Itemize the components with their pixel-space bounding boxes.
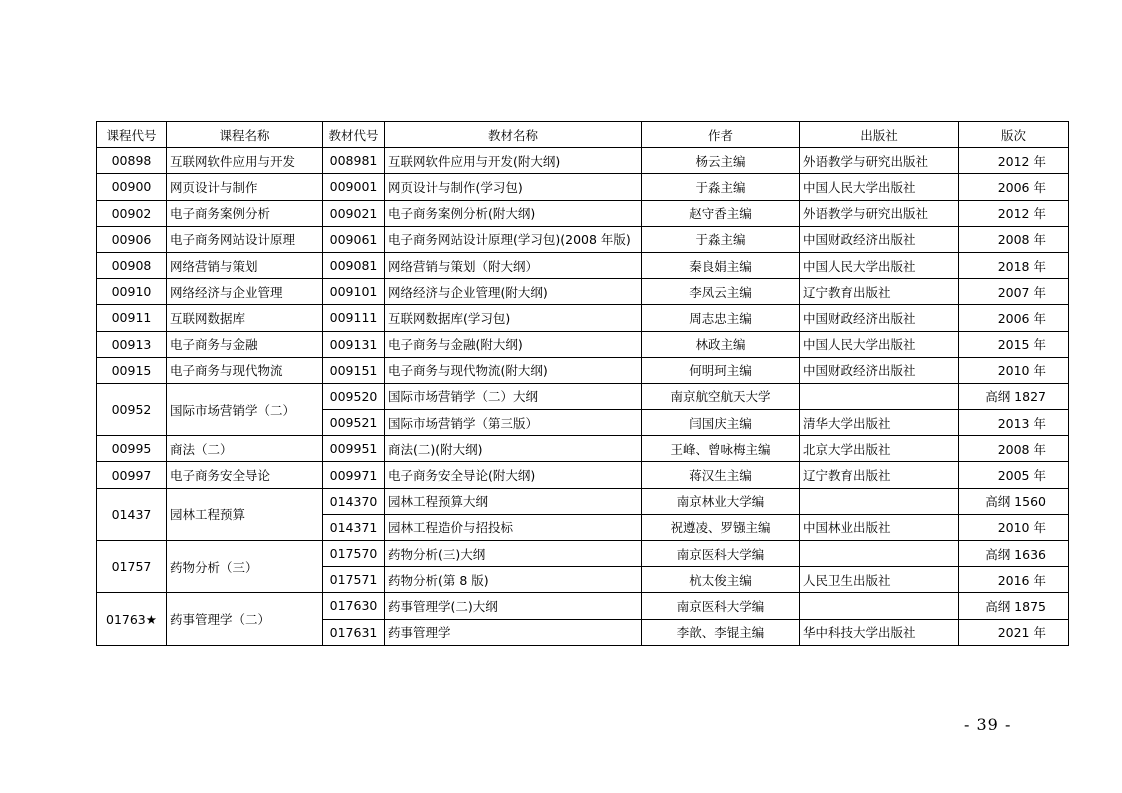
table-row (97, 436, 1069, 462)
book-title-cell: 网络经济与企业管理(附大纲) (385, 279, 642, 305)
course-code-cell: 00913 (97, 331, 167, 357)
course-code-cell: 01763★ (97, 593, 167, 645)
table-row (97, 593, 1069, 619)
book-code-cell: 017630 (323, 593, 385, 619)
course-name-cell: 商法（二） (167, 436, 323, 462)
author-cell: 李歆、李锟主编 (642, 619, 800, 645)
course-code-cell: 00997 (97, 462, 167, 488)
book-title-cell: 电子商务安全导论(附大纲) (385, 462, 642, 488)
book-code-cell: 009101 (323, 279, 385, 305)
book-title-cell: 药物分析(第 8 版) (385, 567, 642, 593)
author-cell: 南京医科大学编 (642, 593, 800, 619)
course-name-cell: 电子商务案例分析 (167, 200, 323, 226)
course-name-cell: 国际市场营销学（二） (167, 383, 323, 435)
course-name-cell: 互联网软件应用与开发 (167, 148, 323, 174)
edition-cell: 2015 年 (959, 331, 1069, 357)
table-row (97, 148, 1069, 174)
book-title-cell: 药事管理学(二)大纲 (385, 593, 642, 619)
course-name-cell: 网页设计与制作 (167, 174, 323, 200)
edition-cell: 2012 年 (959, 148, 1069, 174)
table-row (97, 200, 1069, 226)
book-title-cell: 网络营销与策划（附大纲） (385, 252, 642, 278)
author-cell: 周志忠主编 (642, 305, 800, 331)
book-code-cell: 009111 (323, 305, 385, 331)
course-code-cell: 00911 (97, 305, 167, 331)
publisher-cell: 人民卫生出版社 (800, 567, 959, 593)
book-code-cell: 017631 (323, 619, 385, 645)
book-code-cell: 017570 (323, 541, 385, 567)
course-name-cell: 电子商务网站设计原理 (167, 226, 323, 252)
course-name-cell: 电子商务与现代物流 (167, 357, 323, 383)
edition-cell: 高纲 1636 (959, 541, 1069, 567)
book-code-cell: 017571 (323, 567, 385, 593)
book-title-cell: 药物分析(三)大纲 (385, 541, 642, 567)
edition-cell: 2005 年 (959, 462, 1069, 488)
book-title-cell: 互联网软件应用与开发(附大纲) (385, 148, 642, 174)
book-code-cell: 009021 (323, 200, 385, 226)
edition-cell: 2013 年 (959, 410, 1069, 436)
book-title-cell: 网页设计与制作(学习包) (385, 174, 642, 200)
edition-cell: 2010 年 (959, 357, 1069, 383)
book-title-cell: 园林工程预算大纲 (385, 488, 642, 514)
table-body (97, 148, 1069, 646)
header-course-name: 课程名称 (167, 122, 323, 148)
course-name-cell: 互联网数据库 (167, 305, 323, 331)
course-name-cell: 电子商务与金融 (167, 331, 323, 357)
publisher-cell: 中国人民大学出版社 (800, 252, 959, 278)
book-code-cell: 014370 (323, 488, 385, 514)
header-book-code: 教材代号 (323, 122, 385, 148)
course-code-cell: 01757 (97, 541, 167, 593)
book-title-cell: 国际市场营销学（二）大纲 (385, 383, 642, 409)
author-cell: 南京医科大学编 (642, 541, 800, 567)
table-row (97, 226, 1069, 252)
table-row (97, 331, 1069, 357)
table-row (97, 174, 1069, 200)
course-name-cell: 网络经济与企业管理 (167, 279, 323, 305)
publisher-cell (800, 541, 959, 567)
book-code-cell: 009951 (323, 436, 385, 462)
book-code-cell: 009081 (323, 252, 385, 278)
author-cell: 蒋汉生主编 (642, 462, 800, 488)
edition-cell: 2010 年 (959, 514, 1069, 540)
course-code-cell: 00906 (97, 226, 167, 252)
edition-cell: 2006 年 (959, 174, 1069, 200)
course-code-cell: 00952 (97, 383, 167, 435)
publisher-cell (800, 383, 959, 409)
book-code-cell: 009520 (323, 383, 385, 409)
book-title-cell: 电子商务网站设计原理(学习包)(2008 年版) (385, 226, 642, 252)
book-title-cell: 园林工程造价与招投标 (385, 514, 642, 540)
book-code-cell: 009131 (323, 331, 385, 357)
author-cell: 南京林业大学编 (642, 488, 800, 514)
course-name-cell: 药事管理学（二） (167, 593, 323, 645)
course-code-cell: 00898 (97, 148, 167, 174)
publisher-cell (800, 593, 959, 619)
author-cell: 杭太俊主编 (642, 567, 800, 593)
author-cell: 于淼主编 (642, 174, 800, 200)
author-cell: 杨云主编 (642, 148, 800, 174)
publisher-cell: 外语教学与研究出版社 (800, 200, 959, 226)
course-name-cell: 药物分析（三） (167, 541, 323, 593)
edition-cell: 2007 年 (959, 279, 1069, 305)
publisher-cell: 辽宁教育出版社 (800, 462, 959, 488)
book-title-cell: 药事管理学 (385, 619, 642, 645)
course-code-cell: 00900 (97, 174, 167, 200)
book-code-cell: 009001 (323, 174, 385, 200)
course-code-cell: 00902 (97, 200, 167, 226)
author-cell: 于淼主编 (642, 226, 800, 252)
header-book-title: 教材名称 (385, 122, 642, 148)
edition-cell: 2008 年 (959, 436, 1069, 462)
edition-cell: 2016 年 (959, 567, 1069, 593)
table-row (97, 383, 1069, 409)
header-publisher: 出版社 (800, 122, 959, 148)
course-code-cell: 00910 (97, 279, 167, 305)
edition-cell: 2008 年 (959, 226, 1069, 252)
author-cell: 祝遵凌、罗镪主编 (642, 514, 800, 540)
book-title-cell: 互联网数据库(学习包) (385, 305, 642, 331)
book-code-cell: 009151 (323, 357, 385, 383)
publisher-cell: 华中科技大学出版社 (800, 619, 959, 645)
publisher-cell: 外语教学与研究出版社 (800, 148, 959, 174)
author-cell: 闫国庆主编 (642, 410, 800, 436)
table-row (97, 488, 1069, 514)
table-row (97, 462, 1069, 488)
publisher-cell: 中国财政经济出版社 (800, 226, 959, 252)
header-author: 作者 (642, 122, 800, 148)
book-code-cell: 009521 (323, 410, 385, 436)
table-row (97, 305, 1069, 331)
edition-cell: 高纲 1827 (959, 383, 1069, 409)
course-code-cell: 00908 (97, 252, 167, 278)
publisher-cell: 北京大学出版社 (800, 436, 959, 462)
book-title-cell: 电子商务案例分析(附大纲) (385, 200, 642, 226)
author-cell: 南京航空航天大学 (642, 383, 800, 409)
header-course-code: 课程代号 (97, 122, 167, 148)
table-row (97, 541, 1069, 567)
publisher-cell: 中国财政经济出版社 (800, 357, 959, 383)
publisher-cell: 中国林业出版社 (800, 514, 959, 540)
author-cell: 王峰、曾咏梅主编 (642, 436, 800, 462)
table-row (97, 279, 1069, 305)
table-row (97, 252, 1069, 278)
publisher-cell: 中国人民大学出版社 (800, 174, 959, 200)
course-name-cell: 电子商务安全导论 (167, 462, 323, 488)
publisher-cell: 辽宁教育出版社 (800, 279, 959, 305)
course-code-cell: 00995 (97, 436, 167, 462)
book-title-cell: 电子商务与现代物流(附大纲) (385, 357, 642, 383)
edition-cell: 高纲 1875 (959, 593, 1069, 619)
book-title-cell: 电子商务与金融(附大纲) (385, 331, 642, 357)
course-code-cell: 01437 (97, 488, 167, 540)
edition-cell: 2006 年 (959, 305, 1069, 331)
book-code-cell: 008981 (323, 148, 385, 174)
header-edition: 版次 (959, 122, 1069, 148)
course-code-cell: 00915 (97, 357, 167, 383)
publisher-cell: 清华大学出版社 (800, 410, 959, 436)
course-name-cell: 网络营销与策划 (167, 252, 323, 278)
publisher-cell (800, 488, 959, 514)
author-cell: 赵守香主编 (642, 200, 800, 226)
table-header-row (97, 122, 1069, 148)
book-title-cell: 国际市场营销学（第三版） (385, 410, 642, 436)
edition-cell: 高纲 1560 (959, 488, 1069, 514)
author-cell: 秦良娟主编 (642, 252, 800, 278)
author-cell: 何明珂主编 (642, 357, 800, 383)
book-title-cell: 商法(二)(附大纲) (385, 436, 642, 462)
course-name-cell: 园林工程预算 (167, 488, 323, 540)
edition-cell: 2021 年 (959, 619, 1069, 645)
publisher-cell: 中国财政经济出版社 (800, 305, 959, 331)
edition-cell: 2012 年 (959, 200, 1069, 226)
author-cell: 林政主编 (642, 331, 800, 357)
textbook-table (96, 121, 1069, 646)
book-code-cell: 009971 (323, 462, 385, 488)
author-cell: 李凤云主编 (642, 279, 800, 305)
page-number: - 39 - (964, 715, 1012, 734)
edition-cell: 2018 年 (959, 252, 1069, 278)
book-code-cell: 014371 (323, 514, 385, 540)
table-row (97, 357, 1069, 383)
book-code-cell: 009061 (323, 226, 385, 252)
publisher-cell: 中国人民大学出版社 (800, 331, 959, 357)
